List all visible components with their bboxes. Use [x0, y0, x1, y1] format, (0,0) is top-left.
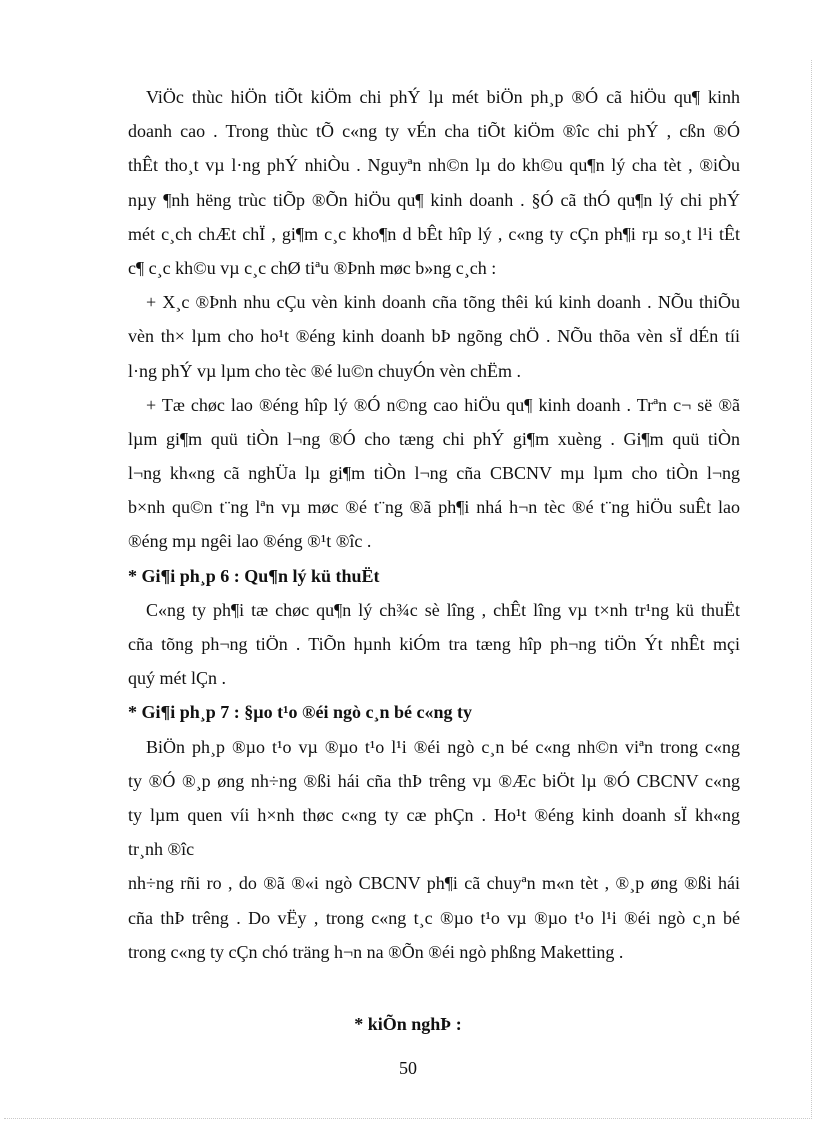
text-line: + X¸c ®Þnh nhu cÇu vèn kinh doanh cña tõng thêi kú kinh doanh . NÕu thiÕu: [146, 292, 740, 313]
text-line: l¬ng kh«ng cã nghÜa lµ gi¶m tiÒn l¬ng cña CBCNV mµ lµm cho tiÒn l¬ng: [128, 463, 740, 484]
text-line: nh÷ng rñi ro , do ®ã ®«i ngò CBCNV ph¶i cã chuyªn m«n tèt , ®¸p øng ®ßi hái: [128, 873, 740, 894]
text-line: cña thÞ trêng . Do vËy , trong c«ng t¸c ®µo t¹o vµ ®µo t¹o l¹i ®éi ngò c¸n bé: [128, 907, 740, 928]
text-line: ®éng mµ ngêi lao ®éng ®¹t ®îc .: [128, 531, 372, 552]
text-line: lµm gi¶m quü tiÒn l¬ng ®Ó cho tæng chi phÝ gi¶m xuèng . Gi¶m quü tiÒn: [128, 428, 740, 449]
text-line: nµy ¶nh hëng trùc tiÕp ®Õn hiÖu qu¶ kinh doanh . §Ó cã thÓ qu¶n lý chi phÝ: [128, 189, 740, 210]
text-line: cña tõng ph¬ng tiÖn . TiÕn hµnh kiÓm tra tæng hîp ph¬ng tiÖn Ýt nhÊt mçi: [128, 634, 740, 654]
body-text: [128, 80, 740, 969]
text-line: ty ®Ó ®¸p øng nh÷ng ®ßi hái cña thÞ trêng vµ ®Æc biÖt lµ ®Ó CBCNV c«ng: [128, 770, 740, 791]
text-line: thÊt tho¸t vµ l·ng phÝ nhiÒu . Nguyªn nh©n lµ do kh©u qu¶n lý cha tèt , ®iÒu: [128, 155, 740, 176]
text-line: ViÖc thùc hiÖn tiÕt kiÖm chi phÝ lµ mét biÖn ph¸p ®Ó cã hiÖu qu¶ kinh: [146, 87, 740, 107]
text-line: vèn th× lµm cho ho¹t ®éng kinh doanh bÞ ngõng chÖ . NÕu thõa vèn sÏ dÉn tíi: [128, 326, 740, 347]
text-line: + Tæ chøc lao ®éng hîp lý ®Ó n©ng cao hiÖu qu¶ kinh doanh . Trªn c¬ së ®ã: [146, 394, 740, 415]
text-line: b×nh qu©n t¨ng lªn vµ møc ®é t¨ng ®ã ph¶i nhá h¬n tèc ®é t¨ng hiÖu suÊt lao: [128, 497, 740, 518]
text-line: quý mét lÇn .: [128, 668, 226, 689]
text-line: tr¸nh ®îc: [128, 839, 195, 860]
text-line: c¶ c¸c kh©u vµ c¸c chØ tiªu ®Þnh møc b»ng c¸ch :: [128, 257, 497, 278]
text-line: ty lµm quen víi h×nh thøc c«ng ty cæ phÇn . Ho¹t ®éng kinh doanh sÏ kh«ng: [128, 804, 740, 825]
section-heading: * kiÕn nghÞ :: [354, 1014, 462, 1034]
page-number: 50: [399, 1058, 417, 1078]
text-line: C«ng ty ph¶i tæ chøc qu¶n lý ch¾c sè lîng , chÊt lîng vµ t×nh tr¹ng kü thuËt: [146, 599, 740, 620]
text-line: l·ng phÝ vµ lµm cho tèc ®é lu©n chuyÓn vèn chËm .: [128, 360, 522, 381]
text-line: BiÖn ph¸p ®µo t¹o vµ ®µo t¹o l¹i ®éi ngò c¸n bé c«ng nh©n viªn trong c«ng: [146, 736, 740, 757]
text-line: doanh cao . Trong thùc tÕ c«ng ty vÉn cha tiÕt kiÖm ®îc chi phÝ , cßn ®Ó: [128, 121, 740, 142]
subsection-heading: * Gi¶i ph¸p 6 : Qu¶n lý kü thuËt: [128, 565, 380, 586]
text-line: trong c«ng ty cÇn chó träng h¬n na ®Õn ®éi ngò phßng Maketting .: [128, 941, 624, 962]
subsection-heading: * Gi¶i ph¸p 7 : §µo t¹o ®éi ngò c¸n bé c«ng ty: [128, 702, 472, 723]
text-line: mét c¸ch chÆt chÏ , gi¶m c¸c kho¶n d bÊt hîp lý , c«ng ty cÇn ph¶i rµ so¸t l¹i tÊt: [128, 223, 740, 244]
